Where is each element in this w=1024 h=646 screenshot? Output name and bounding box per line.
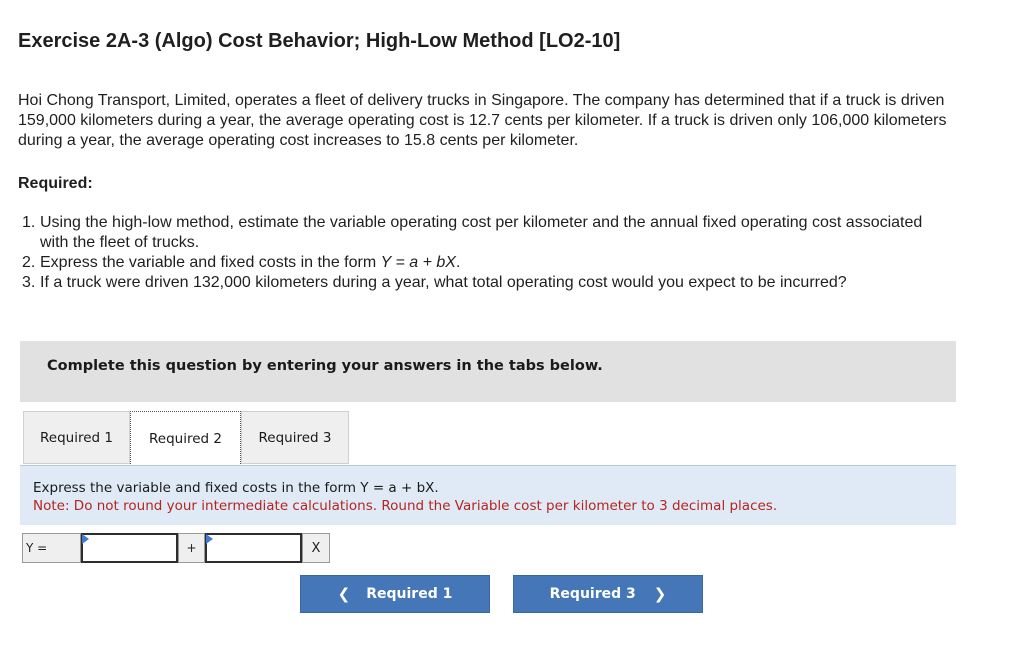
requirement-text: Using the high-low method, estimate the variable operating cost per kilometer and the annual fixed operating cost associated with the fleet of trucks. <box>40 214 923 251</box>
tab-required-2[interactable]: Required 2 <box>130 411 241 466</box>
requirement-number: 1. <box>22 214 36 231</box>
fixed-cost-cell[interactable] <box>81 533 178 563</box>
requirement-item <box>22 273 942 293</box>
requirements-list <box>22 213 942 293</box>
chevron-right-icon: ❯ <box>653 585 667 603</box>
instructions-banner <box>20 341 956 402</box>
requirement-text-end: . <box>455 254 461 271</box>
instruction-panel <box>20 465 956 525</box>
panel-note: Note: Do not round your intermediate calculations. Round the Variable cost per kilometer to 3 decimal places. <box>33 498 778 514</box>
requirement-number: 3. <box>22 274 36 291</box>
problem-intro: Hoi Chong Transport, Limited, operates a fleet of delivery trucks in Singapore. The company has determined that if a truck is driven 159,000 kilometers during a year, the average operating cost is 12.7 cents per kilometer. If a truck is driven only 106,000 kilometers during a year, the average operating cost increases to 15.8 cents per kilometer. <box>18 92 947 149</box>
panel-instruction: Express the variable and fixed costs in the form Y = a + bX. <box>33 480 439 496</box>
plus-label: + <box>178 533 205 563</box>
next-required-button[interactable] <box>513 575 703 613</box>
prev-button-label: Required 1 <box>366 586 453 602</box>
variable-cost-cell[interactable] <box>205 533 302 563</box>
banner-text: Complete this question by entering your answers in the tabs below. <box>47 358 603 374</box>
requirement-text: Express the variable and fixed costs in the form <box>40 254 381 271</box>
input-flag-icon <box>82 534 89 544</box>
prev-required-button[interactable] <box>300 575 490 613</box>
tab-required-3[interactable]: Required 3 <box>241 411 349 464</box>
variable-cost-input[interactable] <box>210 536 302 560</box>
requirement-item <box>22 253 942 273</box>
requirement-text: If a truck were driven 132,000 kilometers during a year, what total operating cost would you expect to be incurred? <box>40 274 847 291</box>
tab-required-1[interactable]: Required 1 <box>23 411 130 464</box>
chevron-left-icon: ❮ <box>337 585 351 603</box>
required-heading: Required: <box>18 175 93 192</box>
x-label: X <box>302 533 330 563</box>
y-equals-label: Y = <box>22 533 81 563</box>
page-title: Exercise 2A-3 (Algo) Cost Behavior; High-Low Method [LO2-10] <box>18 30 621 52</box>
requirement-number: 2. <box>22 254 36 271</box>
input-flag-icon <box>206 534 213 544</box>
fixed-cost-input[interactable] <box>86 536 178 560</box>
next-button-label: Required 3 <box>549 586 636 602</box>
requirement-formula: Y = a + bX <box>380 254 456 271</box>
requirement-item <box>22 213 942 253</box>
equation-row <box>22 533 330 563</box>
